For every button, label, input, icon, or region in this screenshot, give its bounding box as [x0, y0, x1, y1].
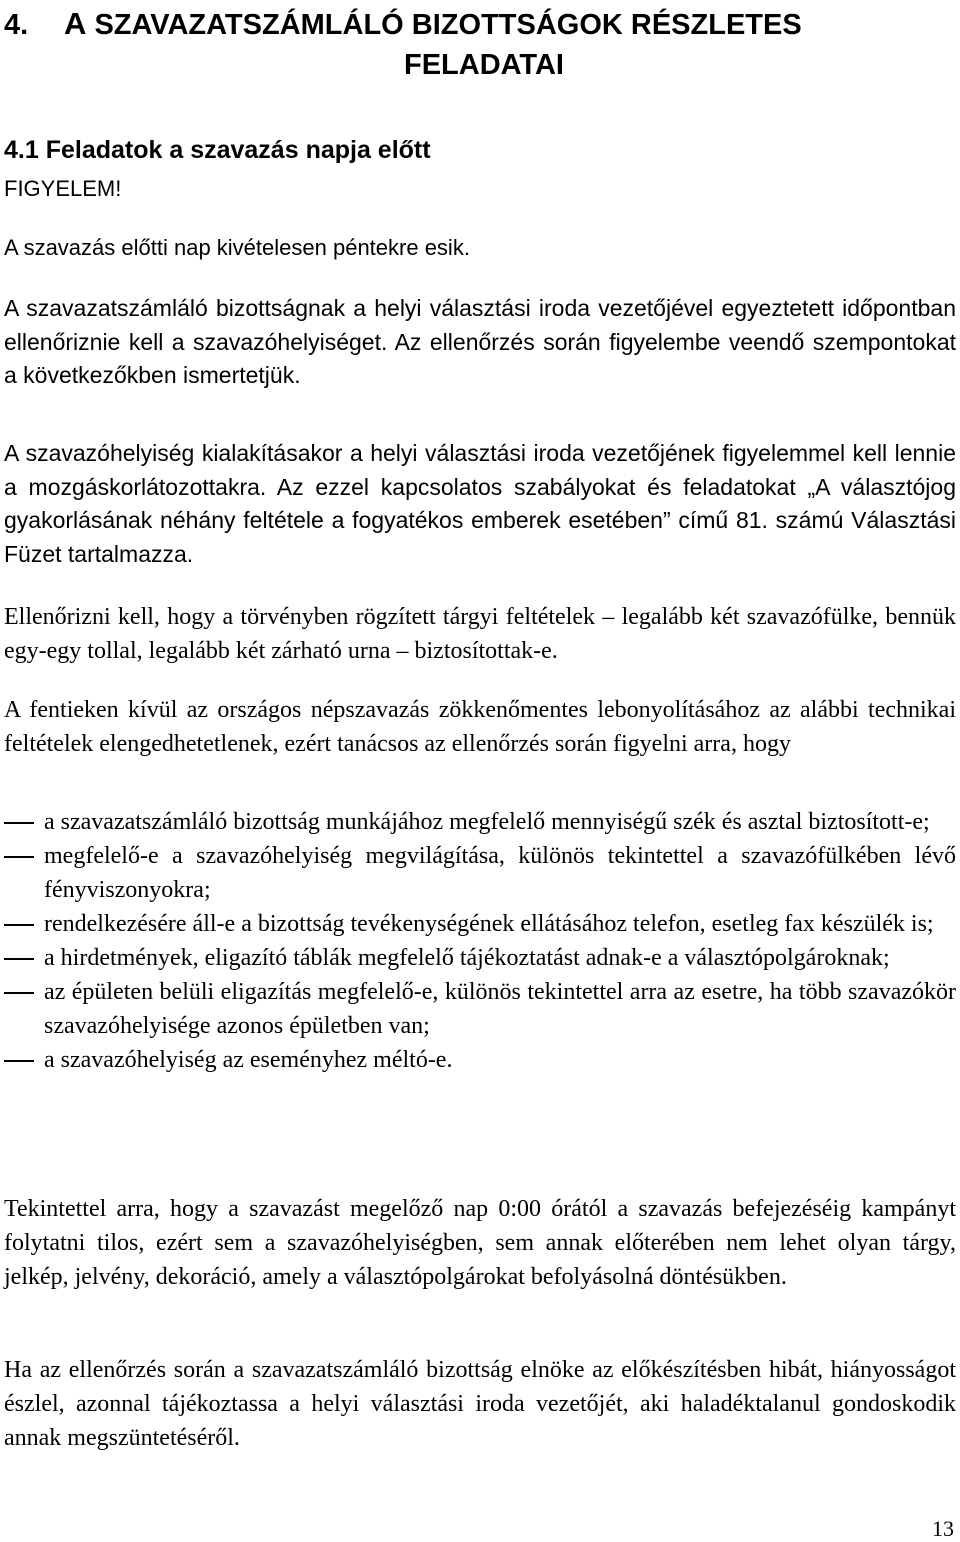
list-item: a szavazatszámláló bizottság munkájához megfelelő mennyiségű szék és asztal biztosított-e; [0, 805, 956, 839]
paragraph-accessibility: A szavazóhelyiség kialakításakor a helyi választási iroda vezetőjének figyelemmel kell lennie a mozgáskorlátozottakra. Az ezzel kapcsolatos szabályokat és feladatokat „A választójog gyakorlásának néhány feltétele a fogyatékos emberek esetében” című 81. számú Választási Füzet tartalmazza. [4, 440, 956, 567]
chapter-heading [4, 4, 956, 85]
dash-bullet [4, 958, 34, 960]
dash-bullet [4, 992, 34, 994]
dash-bullet [4, 822, 34, 824]
paragraph-inspection: A szavazatszámláló bizottságnak a helyi választási iroda vezetőjével egyeztetett időpontban ellenőriznie kell a szavazóhelyiséget. Az ellenőrzés során figyelembe veendő szempontokat a következőkben ismertetjük. [4, 295, 956, 388]
paragraph-report-defects: Ha az ellenőrzés során a szavazatszámláló bizottság elnöke az előkészítésben hibát, hiányosságot észlel, azonnal tájékoztassa a helyi választási iroda vezetőjét, aki haladéktalanul gondoskodik annak megszüntetéséről. [4, 1357, 956, 1451]
paragraph-campaign-ban: Tekintettel arra, hogy a szavazást megelőző nap 0:00 órától a szavazás befejezéséig kampányt folytatni tilos, ezért sem a szavazóhelyiségben, sem annak előterében nem lehet olyan tárgy, jelkép, jelvény, dekoráció, amely a választópolgárokat befolyásolná döntésükben. [4, 1196, 956, 1290]
chapter-title-initial: A [64, 6, 87, 41]
dash-bullet [4, 924, 34, 926]
paragraph-technical-conditions: A fentieken kívül az országos népszavazás zökkenőmentes lebonyolításához az alábbi technikai feltételek elengedhetetlenek, ezért tanácsos az ellenőrzés során figyelni arra, hogy [4, 697, 956, 757]
list-item: megfelelő-e a szavazóhelyiség megvilágítása, különös tekintettel a szavazófülkében lévő fényviszonyokra; [0, 839, 956, 907]
page-number: 13 [932, 1516, 954, 1541]
checklist [0, 805, 956, 1077]
section-heading: 4.1 Feladatok a szavazás napja előtt [4, 136, 431, 164]
list-item: rendelkezésére áll-e a bizottság tevékenységének ellátásához telefon, esetleg fax készülék is; [0, 907, 956, 941]
list-item: az épületen belüli eligazítás megfelelő-e, különös tekintettel arra az esetre, ha több szavazókör szavazóhelyisége azonos épületben van; [0, 975, 956, 1043]
chapter-title-line1: SZAVAZATSZÁMLÁLÓ BIZOTTSÁGOK RÉSZLETES [86, 9, 802, 41]
list-item: a hirdetmények, eligazító táblák megfelelő tájékoztatást adnak-e a választópolgároknak; [0, 941, 956, 975]
dash-bullet [4, 1060, 34, 1062]
list-item: a szavazóhelyiség az eseményhez méltó-e. [0, 1043, 956, 1077]
paragraph-equipment: Ellenőrizni kell, hogy a törvényben rögzített tárgyi feltételek – legalább két szavazófülke, bennük egy-egy tollal, legalább két zárható urna – biztosítottak-e. [4, 604, 956, 664]
chapter-number: 4. [4, 9, 29, 41]
chapter-title-line2: FELADATAI [403, 49, 564, 81]
dash-bullet [4, 856, 34, 858]
warning-text: A szavazás előtti nap kivételesen péntekre esik. [4, 235, 470, 260]
warning-label: FIGYELEM! [4, 176, 122, 201]
